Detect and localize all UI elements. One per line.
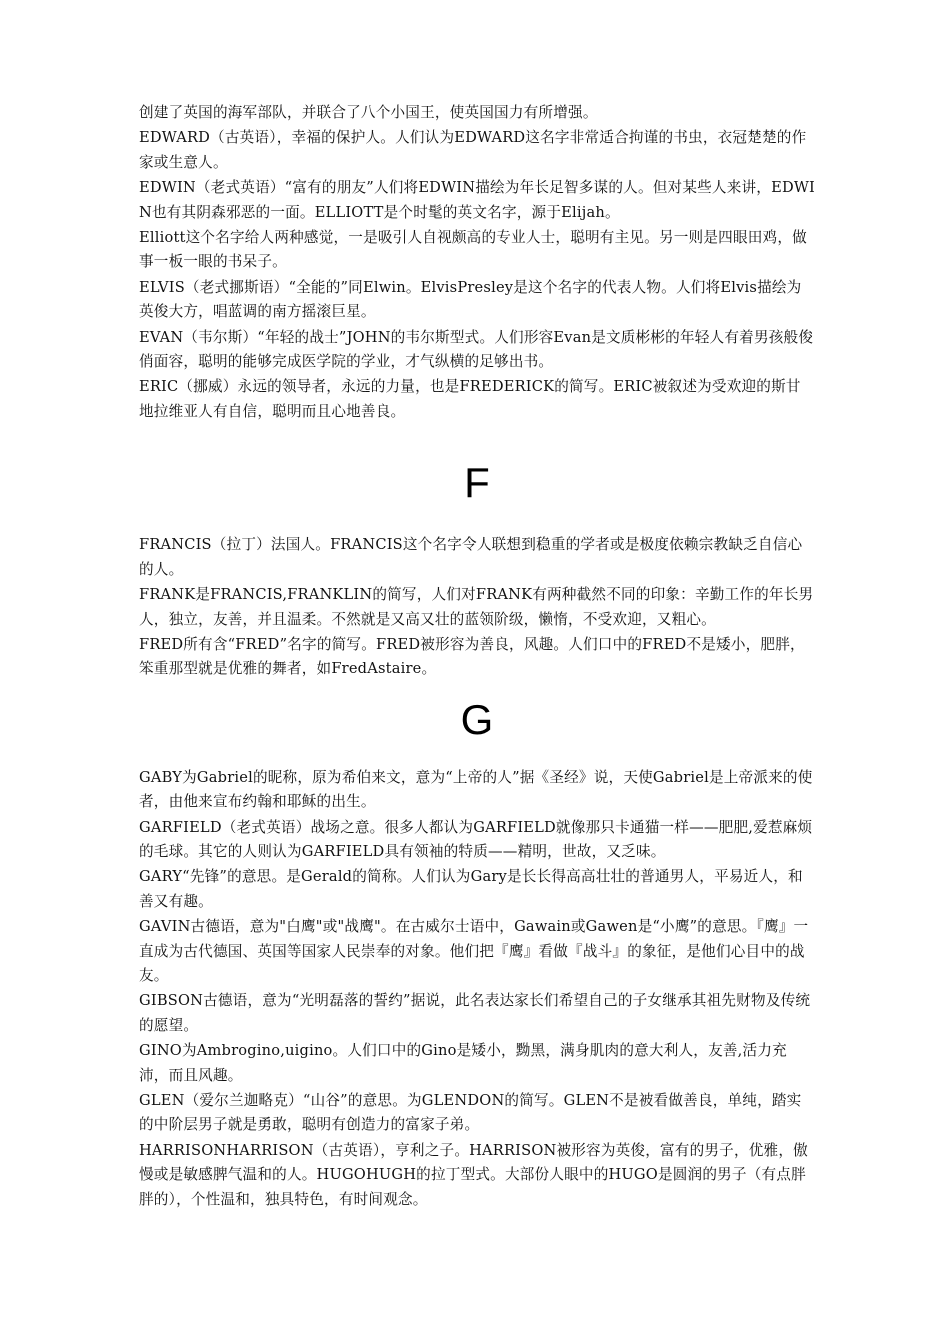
paragraph-gavin: GAVIN古德语，意为"白鹰"或"战鹰"。在古威尔士语中，Gawain或Gawen是“小鹰”的意思。『鹰』一直成为古代德国、英国等国家人民崇奉的对象。他们把『鹰』看做『战斗』的象征，是他们心目中的战友。 (139, 918, 809, 984)
paragraph-francis: FRANCIS（拉丁）法国人。FRANCIS这个名字令人联想到稳重的学者或是极度依赖宗教缺乏自信心的人。 (139, 536, 803, 578)
paragraph-elliott: Elliott这个名字给人两种感觉，一是吸引人自视颇高的专业人士，聪明有主见。另一则是四眼田鸡，做事一板一眼的书呆子。 (139, 229, 807, 271)
paragraph-gino: GINO为Ambrogino,uigino。人们口中的Gino是矮小，黝黑，满身肌肉的意大利人，友善,活力充沛，而且风趣。 (139, 1042, 787, 1084)
paragraph-gary: GARY“先锋”的意思。是Gerald的简称。人们认为Gary是长长得高高壮壮的普通男人，平易近人，和善又有趣。 (139, 868, 803, 910)
section-heading-f: F (464, 459, 490, 507)
paragraph-elvis: ELVIS（老式挪斯语）“全能的”同Elwin。ElvisPresley是这个名字的代表人物。人们将Elvis描绘为英俊大方，唱蓝调的南方摇滚巨星。 (139, 278, 802, 321)
paragraph-gibson: GIBSON古德语，意为“光明磊落的誓约”据说，此名表达家长们希望自己的子女继承其祖先财物及传统的愿望。 (139, 992, 811, 1034)
paragraph-garfield: GARFIELD（老式英语）战场之意。很多人都认为GARFIELD就像那只卡通猫一样——肥肥,爱惹麻烦的毛球。其它的人则认为GARFIELD具有领袖的特质——精明，世故，又乏味。 (139, 818, 813, 860)
paragraph-gaby: GABY为Gabriel的昵称，原为希伯来文，意为“上帝的人”据《圣经》说，天使Gabriel是上帝派来的使者，由他来宣布约翰和耶稣的出生。 (139, 768, 813, 811)
section-heading-g: G (460, 695, 494, 743)
paragraph-fred: FRED所有含“FRED”名字的简写。FRED被形容为善良，风趣。人们口中的FRED不是矮小，肥胖，笨重那型就是优雅的舞者，如FredAstaire。 (139, 635, 805, 678)
paragraph-eric: ERIC（挪威）永远的领导者，永远的力量，也是FREDERICK的简写。ERIC被叙述为受欢迎的斯甘地拉维亚人有自信，聪明而且心地善良。 (139, 378, 801, 420)
paragraph-glen: GLEN（爱尔兰迦略克）“山谷”的意思。为GLENDON的简写。GLEN不是被看做善良，单纯，踏实的中阶层男子就是勇敢，聪明有创造力的富家子弟。 (139, 1092, 802, 1134)
paragraph-edward: EDWARD（古英语），幸福的保护人。人们认为EDWARD这名字非常适合拘谨的书虫，衣冠楚楚的作家或生意人。 (139, 129, 807, 171)
paragraph-harrison-hugo: HARRISONHARRISON（古英语），亨利之子。HARRISON被形容为英俊，富有的男子，优雅，傲慢或是敏感脾气温和的人。HUGOHUGH的拉丁型式。大部份人眼中的HUGO是圆润的男子（有点胖胖的），个性温和，独具特色，有时间观念。 (139, 1141, 808, 1208)
paragraph-frank: FRANK是FRANCIS,FRANKLIN的简写，人们对FRANK有两种截然不同的印象：辛勤工作的年长男人，独立，友善，并且温柔。不然就是又高又壮的蓝领阶级，懒惰，不受欢迎，又粗心。 (139, 586, 814, 628)
paragraph-evan: EVAN（韦尔斯）“年轻的战士”JOHN的韦尔斯型式。人们形容Evan是文质彬彬的年轻人有着男孩般俊俏面容，聪明的能够完成医学院的学业，才气纵横的足够出书。 (139, 328, 814, 371)
paragraph-intro-1: 创建了英国的海军部队，并联合了八个小国王，使英国国力有所增强。 (139, 104, 598, 121)
document-body (139, 101, 815, 1213)
paragraph-edwin: EDWIN（老式英语）“富有的朋友”人们将EDWIN描绘为年长足智多谋的人。但对某些人来讲，EDWIN也有其阴森邪恶的一面。ELLIOTT是个时髦的英文名字，源于Elijah。 (139, 179, 816, 221)
